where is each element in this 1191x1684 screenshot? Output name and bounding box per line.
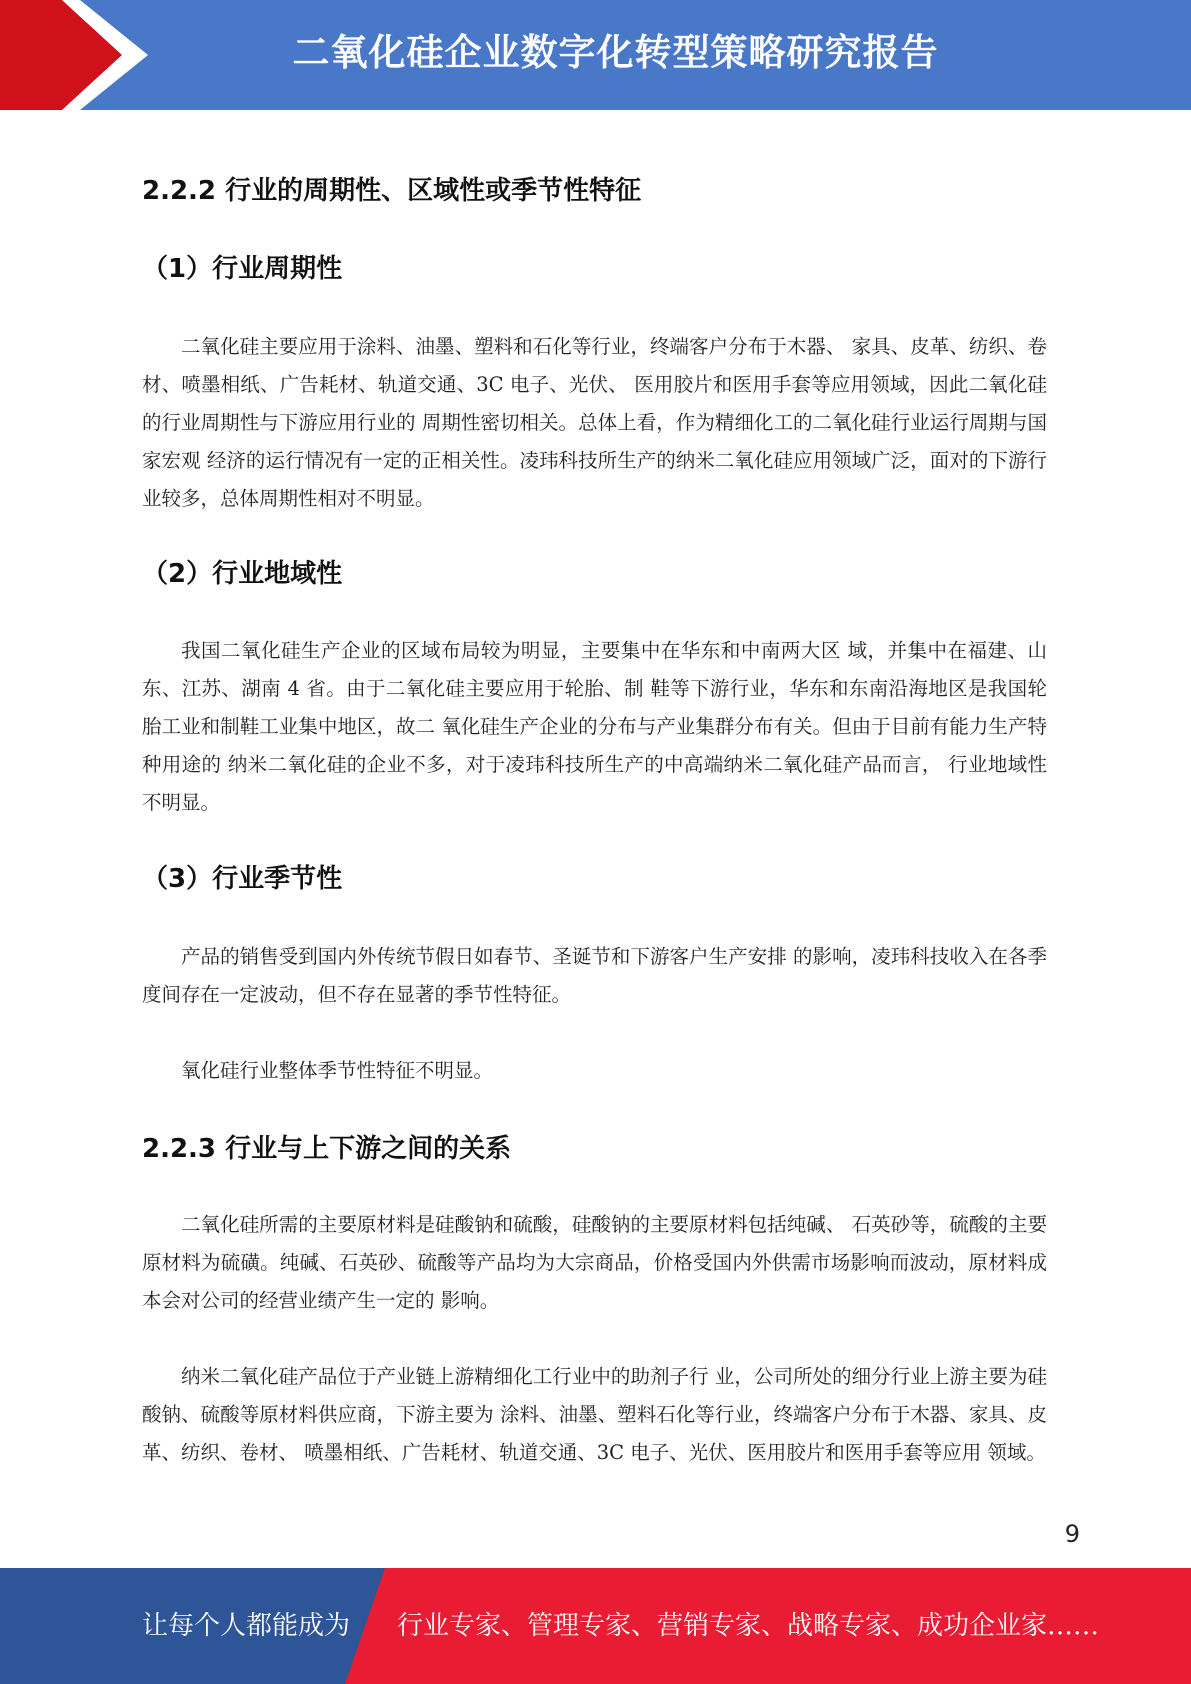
footer-banner bbox=[0, 1568, 1191, 1684]
paragraph-seasonal-1: 产品的销售受到国内外传统节假日如春节、圣诞节和下游客户生产安排 的影响，凌玮科技收入在各季度间存在一定波动，但不存在显著的季节性特征。 bbox=[142, 945, 1047, 1006]
page-number: 9 bbox=[1064, 1520, 1080, 1548]
subheading-regional: （2）行业地域性 bbox=[142, 559, 343, 589]
footer-slogan-right: 行业专家、管理专家、营销专家、战略专家、成功企业家…… bbox=[397, 1611, 1100, 1641]
paragraph-upstream-2: 纳米二氧化硅产品位于产业链上游精细化工行业中的助剂子行 业，公司所处的细分行业上游主要为硅酸钠、硫酸等原材料供应商，下游主要为 涂料、油墨、塑料石化等行业，终端客户分布于木器、家具、皮革、纺织、卷材、 喷墨相纸、广告耗材、轨道交通、3C 电子、光伏、医用胶片和医用手套等应用 领域。 bbox=[142, 1365, 1047, 1464]
paragraph-upstream-1: 二氧化硅所需的主要原材料是硅酸钠和硫酸，硅酸钠的主要原材料包括纯碱、 石英砂等，硫酸的主要原材料为硫磺。纯碱、石英砂、硫酸等产品均为大宗商品，价格受国内外供需市场影响而波动，原材料成本会对公司的经营业绩产生一定的 影响。 bbox=[142, 1213, 1047, 1312]
document-title: 二氧化硅企业数字化转型策略研究报告 bbox=[292, 31, 939, 74]
paragraph-regional: 我国二氧化硅生产企业的区域布局较为明显，主要集中在华东和中南两大区 域，并集中在福建、山东、江苏、湖南 4 省。由于二氧化硅主要应用于轮胎、制 鞋等下游行业，华东和东南沿海地区是我国轮胎工业和制鞋工业集中地区，故二 氧化硅生产企业的分布与产业集群分布有关。但由于目前有能力生产特种用途的 纳米二氧化硅的企业不多，对于凌玮科技所生产的中高端纳米二氧化硅产品而言， 行业地域性不明显。 bbox=[142, 639, 1047, 814]
section-heading-2-2-2: 2.2.2 行业的周期性、区域性或季节性特征 bbox=[142, 176, 642, 206]
header-chevron-decoration bbox=[0, 0, 160, 110]
subheading-cyclical: （1）行业周期性 bbox=[142, 254, 343, 284]
header-banner bbox=[0, 0, 1191, 110]
subheading-seasonal: （3）行业季节性 bbox=[142, 864, 343, 894]
section-heading-2-2-3: 2.2.3 行业与上下游之间的关系 bbox=[142, 1134, 512, 1164]
footer-slogan-left: 让每个人都能成为 bbox=[142, 1611, 351, 1641]
paragraph-seasonal-2: 氧化硅行业整体季节性特征不明显。 bbox=[181, 1059, 494, 1082]
paragraph-cyclical: 二氧化硅主要应用于涂料、油墨、塑料和石化等行业，终端客户分布于木器、 家具、皮革、纺织、卷材、喷墨相纸、广告耗材、轨道交通、3C 电子、光伏、 医用胶片和医用手套等应用领域，因此二氧化硅的行业周期性与下游应用行业的 周期性密切相关。总体上看，作为精细化工的二氧化硅行业运行周期与国家宏观 经济的运行情况有一定的正相关性。凌玮科技所生产的纳米二氧化硅应用领域广泛，面对的下游行业较多，总体周期性相对不明显。 bbox=[142, 335, 1047, 510]
